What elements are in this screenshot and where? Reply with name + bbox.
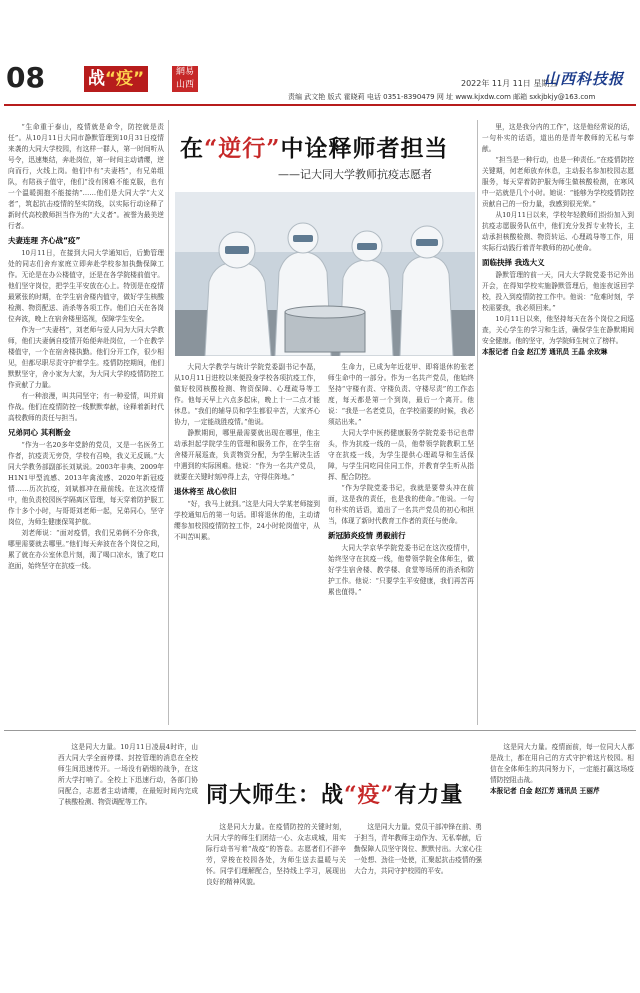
paragraph: 静默期间，哪里最需要就出现在哪里，他主动承担起学院学生的管理和服务工作，在学生宿舍楼开展巡查，负责物资分配，为学生解决生活中遇到的实际困难。他说：“作为一名共产党员，就要在关键时刻冲得上去，守得住阵地。” [174, 429, 320, 481]
article1-subtitle: ——记大同大学教师抗疫志愿者 [278, 168, 432, 181]
article2-column-1 [58, 742, 198, 986]
volunteers-photo [175, 192, 475, 356]
publication-date: 2022年 11月 11日 星期五 [461, 79, 558, 88]
article2-column-4 [490, 742, 634, 986]
article2-column-3 [354, 822, 482, 986]
subheading: 退休将至 战心依旧 [174, 487, 237, 496]
paragraph: 大同大学教学与统计学院党委副书记李磊，从10月11日进校以来便投身学校各项抗疫工作，做好校园核酸检测、物资保障、心理疏导等工作。他每天早上六点多起床，晚上十一二点才能休息。“我们的辅导员和学生都很辛苦，大家齐心协力，一定能战胜疫情。”他说。 [174, 363, 320, 426]
byline: 本报记者 白金 赵江芳 通讯员 王晶 余玫琳 [482, 348, 608, 356]
paragraph: 作为一“夫妻档”，刘老师与爱人同为大同大学教师，他们夫妻俩自疫情开始便奔赴岗位，一个在教学楼值守，一个在宿舍楼执勤。他们分开工作，很少相见，但都尽职尽责守护着学生。疫情防控期间，他们默默坚守，舍小家为大家，为大同大学的疫情防控工作贡献了力量。 [8, 326, 164, 389]
netease-logo-text: 網易 [175, 67, 194, 77]
paragraph: 这是同大力量。10月11日凌晨4时许，山西大同大学全面停课、封控管理的消息在全校师生间迅速传开。一场没有硝烟的战争，在这所大学打响了。全校上下迅速行动，各部门协同配合，志愿者主动请缨，在最短时间内完成了核酸检测、物资调配等工作。 [58, 743, 198, 806]
paragraph: 静默管理的前一天，同大大学院党委书记外出开会，在得知学校实施静默管理后，他连夜返回学校，投入到疫情防控工作中。他说：“危难时刻，学校需要我，我必须回来。” [482, 271, 634, 312]
paragraph: “生命重于泰山，疫情就是命令，防控就是责任”。从10月11日大同市静默管理到10月31日疫情来袭的大同大学校园，有这样一群人，第一时间听从号令，迅速集结，奔赴岗位，第一时间主动请缨，逆向而行，火线上岗。他们中有“夫妻档”，有兄弟组队，有陪孩子值守，他们“没有困难不能克服，也有一个温暖拥抱不能接纳”……他们是大同大学“大义者”，筑起抗击疫情的坚实防线，以实际行动诠释了新时代高校教师担当作为的“大义者”。被誉为最美逆行者。 [8, 123, 164, 230]
paragraph: 刘老师说：“面对疫情，我们兄弟俩不分你我，哪里需要就去哪里。”他们每天奔波在各个岗位之间，累了就在办公室休息片刻，渴了喝口凉水，饿了吃口泡面，始终坚守在抗疫一线。 [8, 529, 164, 570]
header-rule [4, 104, 636, 106]
article1-column-3 [328, 362, 474, 727]
headline-quote: “逆行” [204, 135, 281, 162]
paragraph: “好，我马上就到。”这是大同大学某老师接到学校通知后的第一句话。即将退休的他，主动请缨参加校园疫情防控工作，24小时轮岗值守，从不叫苦叫累。 [174, 500, 320, 541]
section-tag-text: 战 [87, 69, 105, 89]
netease-logo [172, 66, 198, 92]
byline: 本报记者 白金 赵江芳 通讯员 王丽芹 [490, 787, 600, 795]
paragraph: 有一种浪漫，叫共同坚守；有一种爱情，叫并肩作战。他们在疫情防控一线默默奉献，诠释着新时代高校教师的责任与担当。 [8, 392, 164, 422]
article1-column-1 [8, 122, 164, 727]
headline-part: 中诠释师者担当 [280, 135, 449, 162]
subheading: 面临抉择 我选大义 [482, 258, 545, 267]
paragraph: “作为学院党委书记，我就是要带头冲在前面，这是我的责任，也是我的使命。”他说。一句句朴实的话语，道出了一名共产党员的初心和担当，体现了新时代教育工作者的责任与使命。 [328, 484, 474, 525]
paragraph: 这是同大力量。党员干部冲锋在前、勇于担当，青年教师主动作为、无私奉献，后勤保障人员坚守岗位、默默付出。大家心往一处想、劲往一处使，汇聚起抗击疫情的强大合力，共同守护校园的平安。 [354, 823, 482, 875]
article2-column-2 [206, 822, 346, 986]
paragraph: 10月11日以来，他坚持每天在各个岗位之间巡查，关心学生的学习和生活，确保学生在静默期间安全健康。他的坚守，为学院师生树立了榜样。 [482, 315, 634, 345]
subheading: 兄弟同心 其利断金 [8, 428, 71, 437]
article2-headline [206, 778, 506, 809]
netease-logo-sub: 山西 [175, 80, 194, 90]
paragraph: 这是同大力量。在疫情防控的关键时刻，大同大学的师生们团结一心、众志成城，用实际行动书写着“战疫”的答卷。志愿者们不辞辛劳，穿梭在校园各处，为师生送去温暖与关怀。同学们理解配合，坚持线上学习，展现出良好的精神风貌。 [206, 823, 346, 886]
paragraph: 这是同大力量。疫情面前，每一位同大人都是战士，都在用自己的方式守护着这片校园。相信在全体师生的共同努力下，一定能打赢这场疫情防控阻击战。 [490, 743, 634, 784]
column-divider [168, 120, 169, 725]
editorial-credits: 责编 武文艳 版式 霍晓莉 电话 0351-8390479 网 址 www.kjxdw.com 邮箱 sxkjbkjy@163.com [288, 93, 596, 101]
subheading: 新冠肺炎疫情 勇毅前行 [328, 531, 406, 540]
page-number: 08 [6, 61, 45, 94]
headline-part: 在 [180, 135, 204, 162]
paragraph: 大同大学中医药健康服务学院党委书记也带头，作为抗疫一线的一员，他带领学院教职工坚守在抗疫一线，为学生提供心理疏导和生活保障，与学生同吃同住同工作，并教育学生听从指挥、配合防控。 [328, 429, 474, 481]
paragraph: 从10月11日以来，学校年轻教师们纷纷加入到抗疫志愿服务队伍中，他们充分发挥专业特长，主动承担核酸检测、物资转运、心理疏导等工作，用实际行动践行着青年教师的初心使命。 [482, 211, 634, 252]
headline-part: 同大师生：战 [206, 782, 345, 808]
subheading: 夫妻连理 齐心战“疫” [8, 236, 81, 245]
headline-part: 有力量 [394, 782, 464, 808]
article-divider [4, 730, 636, 731]
headline-quote: “疫” [344, 782, 395, 808]
paragraph: “担当是一种行动，也是一种责任。”在疫情防控关键期，何老师放弃休息，主动报名参加校园志愿服务，每天穿着防护服为师生做核酸检测，在寒风中一站就是几个小时。她说：“能够为学校疫情防控贡献自己的一份力量，我感到很光荣。” [482, 156, 634, 208]
paragraph: 里，这是我分内的工作”，这是他经常说的话，一句朴实的话语，道出的是青年教师的无私与奉献。 [482, 123, 634, 153]
section-tag [84, 66, 148, 92]
article1-column-4 [482, 122, 634, 727]
newspaper-masthead: 山西科技报 [544, 70, 625, 88]
article1-column-2 [174, 362, 320, 727]
column-divider [477, 120, 478, 725]
paragraph: 10月11日，在接到大同大学通知后，后勤管理处的同志们舍弃家庭立即奔赴学校参加执勤保障工作。无论是在办公楼值守，还是在各学院楼前值守。他们坚守岗位，把学生平安放在心上。特别是在疫情最紧张的时期，在学生宿舍楼内值守，做好学生核酸检测、物资配送、消杀等各项工作。他们白天在各岗位奔波，晚上在宿舍楼里巡视，保障学生安全。 [8, 249, 164, 323]
paragraph: “作为一名20多年党龄的党员，又是一名医务工作者，抗疫责无旁贷，学校有召唤，我义无反顾。”大同大学教务部副部长刘斌说。2003年非典、2009年H1N1甲型流感、2013年禽流感、2020年新冠疫情……历次抗疫，刘斌都冲在最前线。在这次疫情中，他负责校园医学隔离区管理，每天穿着防护服工作十多个小时，与哥哥刘老师一起，兄弟同心，坚守岗位，为师生健康保驾护航。 [8, 441, 164, 526]
article1-headline [180, 130, 480, 163]
section-tag-quote: “疫” [104, 69, 145, 89]
paragraph: 生命力，已成为年近花甲、即将退休的张老师生命中的一部分。作为一名共产党员，他始终坚持“守楼有责、守楼负责、守楼尽责”的工作态度，每天都是第一个到岗，最后一个离开。他说：“我是一名老党员，在学校需要的时候，我必须站出来。” [328, 363, 474, 426]
paragraph: 大同大学京华学院党委书记在这次疫情中，始终坚守在抗疫一线，他带领学院全体师生，做好学生宿舍楼、教学楼、食堂等场所的消杀和防护工作。他说：“只要学生平安健康，我们再苦再累也值得。” [328, 544, 474, 596]
